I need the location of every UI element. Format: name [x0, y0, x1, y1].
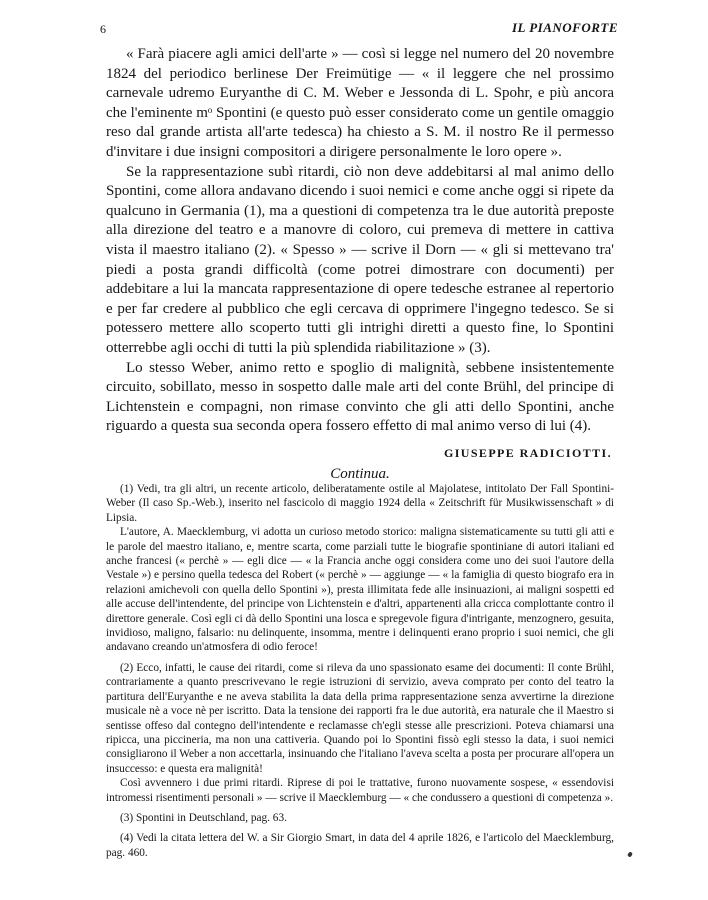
main-text: [106, 45, 614, 483]
footnote-1-part-1: (1) Vedi, tra gli altri, un recente articolo, deliberatamente ostile al Majolatese, intitolato Der Fall Spontini-Weber (Il caso Sp.-Web.), inserito nel fascicolo di maggio 1924 della « Zeitschrift für Musikwissenschaft » di Lipsia.: [106, 483, 614, 524]
footnote-2-part-2: Così avvennero i due primi ritardi. Riprese di poi le trattative, furono nuovamente sospese, « essendovisi intromessi risentimenti personali » — scrive il Maecklemburg — « che condussero a questioni di competenza ».: [106, 777, 614, 804]
footnote-3: (3) Spontini in Deutschland, pag. 63.: [120, 811, 287, 824]
footnote-1-part-2: L'autore, A. Maecklemburg, vi adotta un curioso metodo storico: maligna sistematicamente su tutti gli atti e le parole del maestro italiano, e, mentre scarta, come parziali tutte le biografie spontiniane di autori italiani ed anche francesi (« perchè » — egli dice — « la Francia anche oggi considera come uno dei suoi l'autore della Vestale ») e persino quella tedesca del Robert (« perchè » — aggiunge — « la famiglia di questo biografo era in relazioni amichevoli con quella dello Spontini »), presta illimitata fede alle insinuazioni, ai maligni sospetti ed alle accuse dell'intendente, del principe von Lichtenstein e d'altri, appartenenti alla cricca complottante contro il direttore generale. Così egli ci dà dello Spontini una losca e spregevole figura d'intrigante, menzognero, gesuita, invidioso, maligno, falsario: nu delinquente, insomma, mentre i delinquenti erano proprio i suoi nemici, che gli andavano creando un'atmosfera di odio feroce!: [106, 526, 614, 654]
footnote-2: [106, 661, 614, 805]
paragraph-2: Se la rappresentazione subì ritardi, ciò non deve addebitarsi al mal animo dello Spontini, come allora andavano dicendo i suoi nemici e come anche oggi si ripete da qualcuno in Germania (1), ma a questioni di competenza tra le due autorità preposte alla direzione del teatro e a manovre di coloro, cui premeva di mettere in cattiva vista il maestro italiano (2). « Spesso » — scrive il Dorn — « gli si mettevano tra' piedi a posta grandi difficoltà (come potrei dimostrare con documenti) per addebitare a lui la mancata rappresentazione di opere tedesche estranee al repertorio e per far credere al pubblico che egli cercava di opprimere l'ingegno tedesco. Se si potessero mettere allo scoperto tutti gli intrighi diretti a questo fine, lo Spontini otterrebbe agli occhi di tutti la più splendida riabilitazione » (3).: [106, 163, 614, 356]
footnote-4: (4) Vedi la citata lettera del W. a Sir Giorgio Smart, in data del 4 aprile 1826, e l'articolo del Maecklemburg, pag. 460.: [106, 832, 614, 859]
running-title: IL PIANOFORTE: [511, 20, 618, 35]
page-header: [94, 20, 618, 40]
author-signature: GIUSEPPE RADICIOTTI.: [443, 445, 612, 460]
ink-speck: [627, 851, 633, 857]
page-number: 6: [100, 22, 106, 36]
paragraph-3: Lo stesso Weber, animo retto e spoglio di malignità, sebbene insistentemente circuito, sobillato, messo in sospetto dalle male arti del conte Brühl, del principe di Lichtenstein e compagni, non rimase convinto che gli atti dello Spontini, anche riguardo a questa sua seconda opera fossero effetto di mal animo verso di lui (4).: [106, 359, 614, 435]
paragraph-1: « Farà piacere agli amici dell'arte » — così si legge nel numero del 20 novembre 1824 del periodico berlinese Der Freimütige — « il leggere che nel prossimo carnevale udremo Euryanthe di C. M. Weber e Jessonda di L. Spohr, e più ancora che l'eminente mᵒ Spontini (e questo può esser considerato come un gentile omaggio reso dal grande artista all'arte tedesca) ha chiesto a S. M. il nostro Re il permesso d'invitare i due insigni compositori a dirigere personalmente le loro opere ».: [106, 46, 614, 160]
footnote-2-part-1: (2) Ecco, infatti, le cause dei ritardi, come si rileva da uno spassionato esame dei documenti: Il conte Brühl, contrariamente a quanto prescrivevano le regie istruzioni di servizio, aveva comprato per conto del teatro la partitura dell'Euryanthe e ne aveva stabilita la data della prima rappresentazione senza avvertirne la direzione musicale nè a voce nè per iscritto. Data la tensione dei rapporti fra le due autorità, era naturale che il Maestro si sentisse offeso dal contegno dell'intendente e reclamasse ch'egli stesse alle prescrizioni. Poteva chiamarsi una ripicca, una piccineria, ma non una cattiveria. Quando poi lo Spontini fissò egli stesso la data, i suoi nemici consigliarono il Weber a non accettarla, insinuando che l'italiano l'aveva scelta a posta per procurare all'opera un insuccesso: e questa era malignità!: [106, 661, 614, 775]
footnote-1: [106, 482, 614, 655]
continua-label: Continua.: [330, 465, 390, 482]
footnotes: [106, 482, 614, 866]
